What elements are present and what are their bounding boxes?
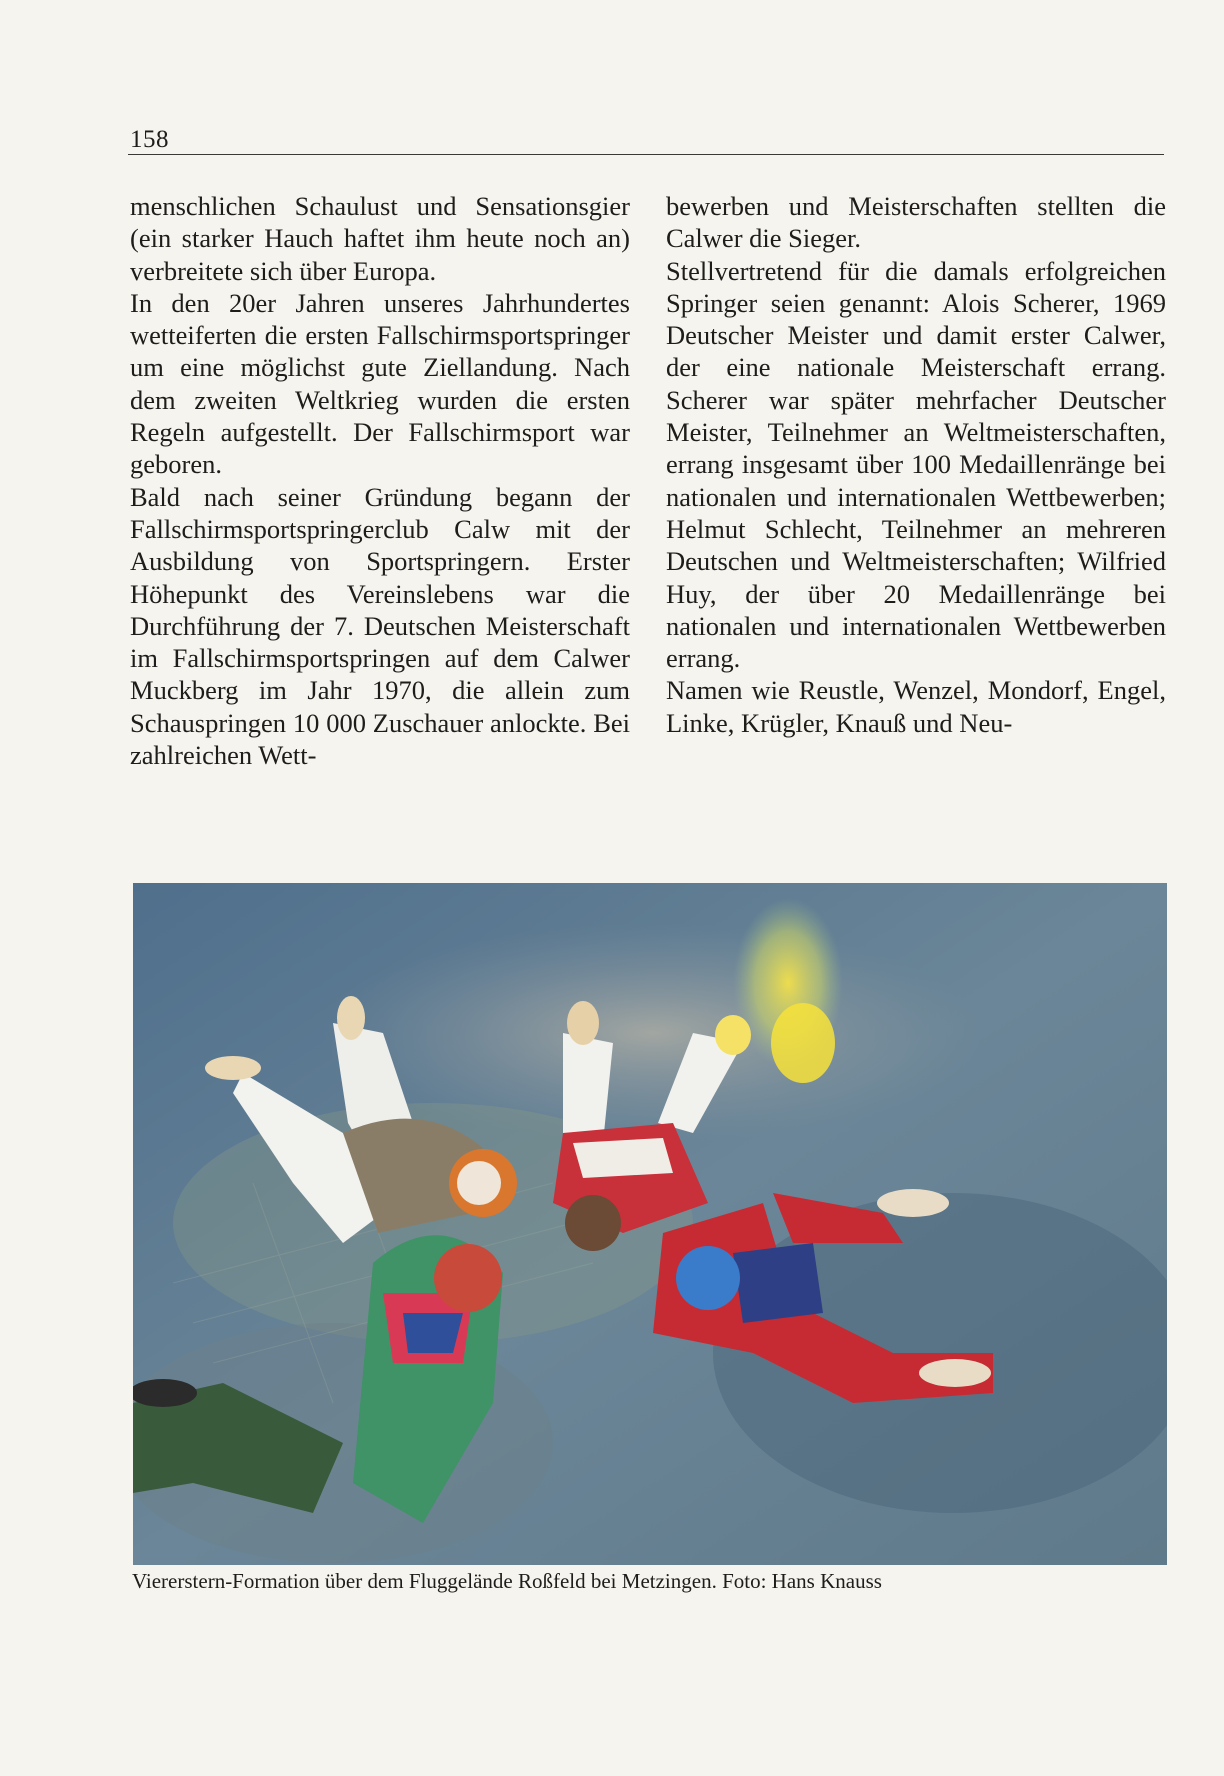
photo-caption: Viererstern-Formation über dem Fluggelände Roßfeld bei Metzingen. Foto: Hans Knauss <box>132 1569 882 1593</box>
skydiving-photo <box>133 883 1167 1565</box>
text-column-right <box>666 190 1166 739</box>
header-rule <box>128 154 1164 155</box>
paragraph: Stellvertretend für die damals erfolgreichen Springer seien genannt: Alois Scherer, 1969 Deutscher Meister und damit erster Calwer, der eine nationale Meisterschaft errang. Scherer war später mehrfacher Deutscher Meister, Teilnehmer an Weltmeisterschaften, errang insgesamt über 100 Medaillenränge bei nationalen und internationalen Wettbewerben; Helmut Schlecht, Teilnehmer an mehreren Deutschen und Weltmeisterschaften; Wilfried Huy, der über 20 Medaillenränge bei nationalen und internationalen Wettbewerben errang. <box>666 255 1166 674</box>
paragraph: Bald nach seiner Gründung begann der Fallschirmsportspringerclub Calw mit der Ausbildung von Sportspringern. Erster Höhepunkt des Vereinslebens war die Durchführung der 7. Deutschen Meisterschaft im Fallschirmsportspringen auf dem Calwer Muckberg im Jahr 1970, die allein zum Schauspringen 10 000 Zuschauer anlockte. Bei zahlreichen Wett- <box>130 481 630 771</box>
page-number: 158 <box>130 126 169 153</box>
paragraph: Namen wie Reustle, Wenzel, Mondorf, Engel, Linke, Krügler, Knauß und Neu- <box>666 675 1166 738</box>
paragraph: menschlichen Schaulust und Sensationsgier (ein starker Hauch haftet ihm heute noch an) verbreitete sich über Europa. <box>130 191 630 286</box>
paragraph: In den 20er Jahren unseres Jahrhundertes wetteiferten die ersten Fallschirmsportspringer um eine möglichst gute Ziellandung. Nach dem zweiten Weltkrieg wurden die ersten Regeln aufgestellt. Der Fallschirmsport war geboren. <box>130 287 630 480</box>
text-column-left <box>130 190 630 771</box>
paragraph: bewerben und Meisterschaften stellten die Calwer die Sieger. <box>666 191 1166 254</box>
